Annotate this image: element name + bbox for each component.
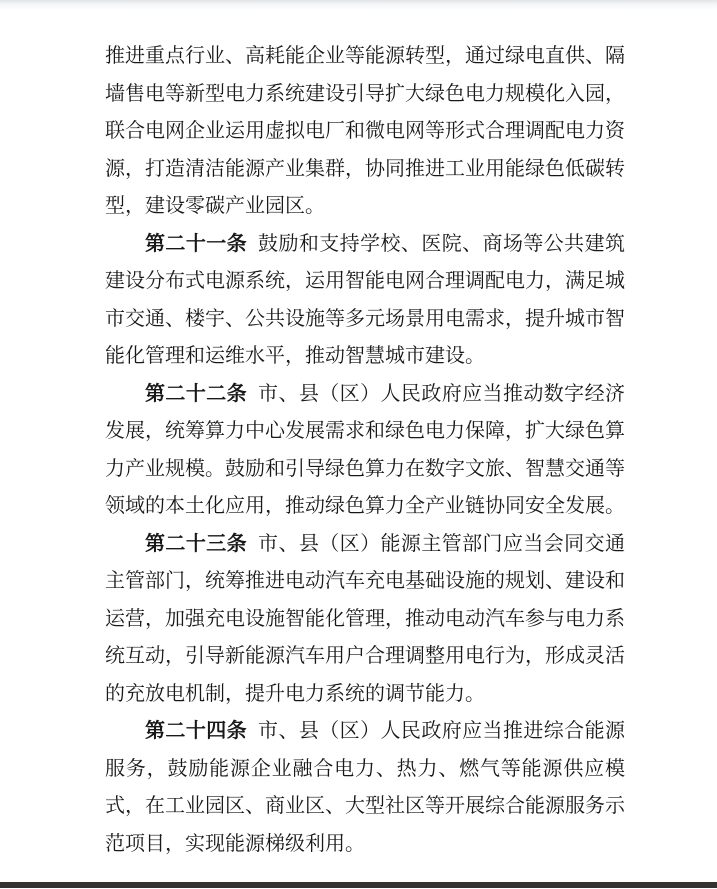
document-text-block	[105, 38, 625, 863]
paragraph-article-22	[105, 376, 625, 526]
paragraph-article-21	[105, 226, 625, 376]
article-number: 第二十一条	[145, 232, 248, 255]
page-boundary-bar	[0, 882, 717, 888]
paragraph-text: 市、县（区）人民政府应当推动数字经济发展，统筹算力中心发展需求和绿色电力保障，扩大绿色算力产业规模。鼓励和引导绿色算力在数字文旅、智慧交通等领域的本土化应用，推动绿色算力全产业链协同安全发展。	[105, 382, 626, 517]
article-number: 第二十三条	[145, 532, 248, 555]
paragraph-article-23	[105, 526, 625, 714]
paragraph-text: 推进重点行业、高耗能企业等能源转型，通过绿电直供、隔墙售电等新型电力系统建设引导扩大绿色电力规模化入园，联合电网企业运用虚拟电厂和微电网等形式合理调配电力资源，打造清洁能源产业集群，协同推进工业用能绿色低碳转型，建设零碳产业园区。	[105, 45, 625, 217]
paragraph-text: 市、县（区）能源主管部门应当会同交通主管部门，统筹推进电动汽车充电基础设施的规划、建设和运营，加强充电设施智能化管理，推动电动汽车参与电力系统互动，引导新能源汽车用户合理调整用电行为，形成灵活的充放电机制，提升电力系统的调节能力。	[105, 532, 626, 705]
paragraph-continuation	[105, 38, 625, 226]
top-edge-shadow	[0, 0, 717, 10]
article-number: 第二十四条	[145, 720, 248, 742]
paragraph-text: 鼓励和支持学校、医院、商场等公共建筑建设分布式电源系统，运用智能电网合理调配电力，满足城市交通、楼宇、公共设施等多元场景用电需求，提升城市智能化管理和运维水平，推动智慧城市建设。	[105, 232, 626, 367]
paragraph-article-24	[105, 713, 625, 863]
article-number: 第二十二条	[145, 382, 248, 405]
paragraph-text: 市、县（区）人民政府应当推进综合能源服务，鼓励能源企业融合电力、热力、燃气等能源供应模式，在工业园区、商业区、大型社区等开展综合能源服务示范项目，实现能源梯级利用。	[105, 720, 626, 855]
